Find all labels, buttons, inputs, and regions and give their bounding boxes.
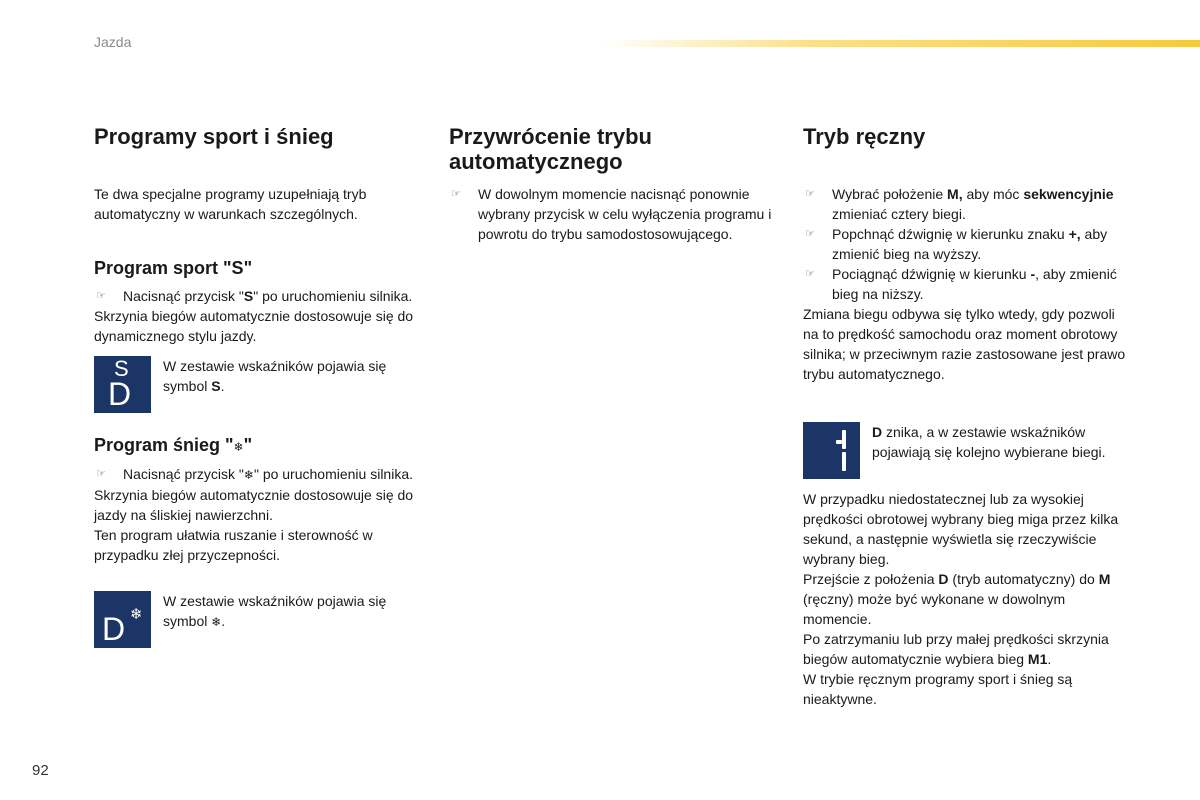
sport-bullet [94, 286, 424, 306]
snow-heading-end: " [243, 435, 253, 455]
snow-bullet-text: Nacisnąć przycisk " [123, 466, 244, 482]
drive-icon-letter: D [102, 611, 126, 647]
snow-caption-text: W zestawie wskaźników pojawia się symbol [163, 593, 387, 629]
sport-text: Skrzynia biegów automatycznie dostosowuje się do dynamicznego stylu jazdy. [94, 308, 414, 344]
header-accent-bar [600, 40, 1200, 47]
snowflake-icon: ❄ [130, 605, 143, 623]
bullet-text: Wybrać położenie [832, 186, 948, 202]
page-number: 92 [32, 762, 49, 779]
sport-icon-letter: S [114, 356, 129, 381]
snow-heading [94, 434, 424, 458]
manual-text-3 [803, 569, 1133, 629]
section-title: Tryb ręczny [803, 124, 926, 149]
bullet-bold: +, [1068, 226, 1081, 242]
column-restore-auto [449, 124, 779, 244]
snow-caption-end: . [221, 613, 226, 629]
finger-pointing-icon: ☞ [96, 467, 106, 480]
restore-bullet [449, 184, 778, 244]
gear-indicator-row [803, 422, 1133, 479]
manual-text-4 [803, 629, 1133, 669]
sport-caption [163, 356, 424, 396]
text: (ręczny) może być wykonane w dowolnym momencie. [803, 591, 1066, 627]
gear-caption-bold: D [872, 424, 883, 440]
finger-pointing-icon: ☞ [451, 187, 461, 200]
intro-text: Te dwa specjalne programy uzupełniają tryb automatyczny w warunkach szczególnych. [94, 186, 367, 222]
sport-indicator-row [94, 356, 424, 413]
bullet-text: Pociągnąć dźwignię w kierunku [832, 266, 1031, 282]
sport-heading: Program sport "S" [94, 258, 253, 278]
sport-dashboard-icon [94, 356, 151, 413]
bullet-text: , aby zmienić bieg na niższy. [832, 266, 1117, 302]
manual-text-1: Zmiana biegu odbywa się tylko wtedy, gdy pozwoli na to prędkość samochodu oraz moment obrotowy silnika; w przeciwnym razie zastosowane jest prawo trybu automatycznego. [803, 306, 1126, 382]
section-title: Przywrócenie trybu automatycznego [449, 124, 652, 174]
bold: M [1098, 571, 1111, 587]
column-sport-snow [94, 124, 424, 648]
finger-pointing-icon: ☞ [805, 187, 815, 200]
sport-caption-text: W zestawie wskaźników pojawia się symbol [163, 358, 387, 394]
bullet-bold: M, [947, 186, 963, 202]
sport-bullet-text: Nacisnąć przycisk " [123, 288, 244, 304]
snow-bullet-text-end: " po uruchomieniu silnika. [253, 466, 414, 482]
sport-bullet-text-end: " po uruchomieniu silnika. [253, 288, 413, 304]
snow-text-1: Skrzynia biegów automatycznie dostosowuje się do jazdy na śliskiej nawierzchni. [94, 487, 414, 523]
gear-caption-text: znika, a w zestawie wskaźników pojawiają się kolejno wybierane biegi. [872, 424, 1106, 460]
text: (tryb automatyczny) do [948, 571, 1099, 587]
manual-bullet-1 [803, 184, 1133, 224]
snowflake-icon: ❄ [211, 615, 222, 629]
snowflake-icon: ❄ [243, 468, 254, 482]
finger-pointing-icon: ☞ [96, 289, 106, 302]
bold: D [938, 571, 949, 587]
drive-icon-letter: D [108, 376, 132, 412]
text: Przejście z położenia [803, 571, 939, 587]
finger-pointing-icon: ☞ [805, 267, 815, 280]
bold: M1 [1027, 651, 1048, 667]
snow-indicator-row [94, 591, 424, 648]
snow-dashboard-icon [94, 591, 151, 648]
snow-text-2: Ten program ułatwia ruszanie i sterowność w przypadku złej przyczepności. [94, 527, 373, 563]
manual-bullet-3 [803, 264, 1133, 304]
sport-caption-bold: S [211, 378, 221, 394]
column-manual-mode [803, 124, 1133, 709]
snowflake-icon: ❄ [233, 440, 244, 454]
bullet-text: zmieniać cztery biegi. [832, 206, 966, 222]
snow-caption [163, 591, 424, 632]
manual-text-5: W trybie ręcznym programy sport i śnieg są nieaktywne. [803, 671, 1073, 707]
gear-one-dashboard-icon [803, 422, 860, 479]
manual-text-2: W przypadku niedostatecznej lub za wysokiej prędkości obrotowej wybrany bieg miga przez kilka sekund, a następnie wyświetla się rzeczywiście wybrany bieg. [803, 491, 1119, 567]
sport-caption-end: . [220, 378, 225, 394]
section-title: Programy sport i śnieg [94, 124, 334, 149]
sport-bullet-bold: S [243, 288, 254, 304]
bullet-bold: sekwencyjnie [1023, 186, 1114, 202]
section-header: Jazda [94, 34, 132, 50]
bullet-text: aby móc [962, 186, 1024, 202]
text: Po zatrzymaniu lub przy małej prędkości skrzynia biegów automatycznie wybiera bieg [803, 631, 1109, 667]
bullet-text: aby zmienić bieg na wyższy. [832, 226, 1108, 262]
bullet-bold: - [1030, 266, 1036, 282]
text: . [1047, 651, 1052, 667]
restore-bullet-text: W dowolnym momencie nacisnąć ponownie wybrany przycisk w celu wyłączenia programu i powrotu do trybu samodostosowującego. [478, 186, 772, 242]
gear-caption [872, 422, 1122, 462]
manual-bullet-2 [803, 224, 1133, 264]
snow-heading-text: Program śnieg " [94, 435, 234, 455]
snow-bullet [94, 464, 424, 485]
bullet-text: Popchnąć dźwignię w kierunku znaku [832, 226, 1069, 242]
finger-pointing-icon: ☞ [805, 227, 815, 240]
